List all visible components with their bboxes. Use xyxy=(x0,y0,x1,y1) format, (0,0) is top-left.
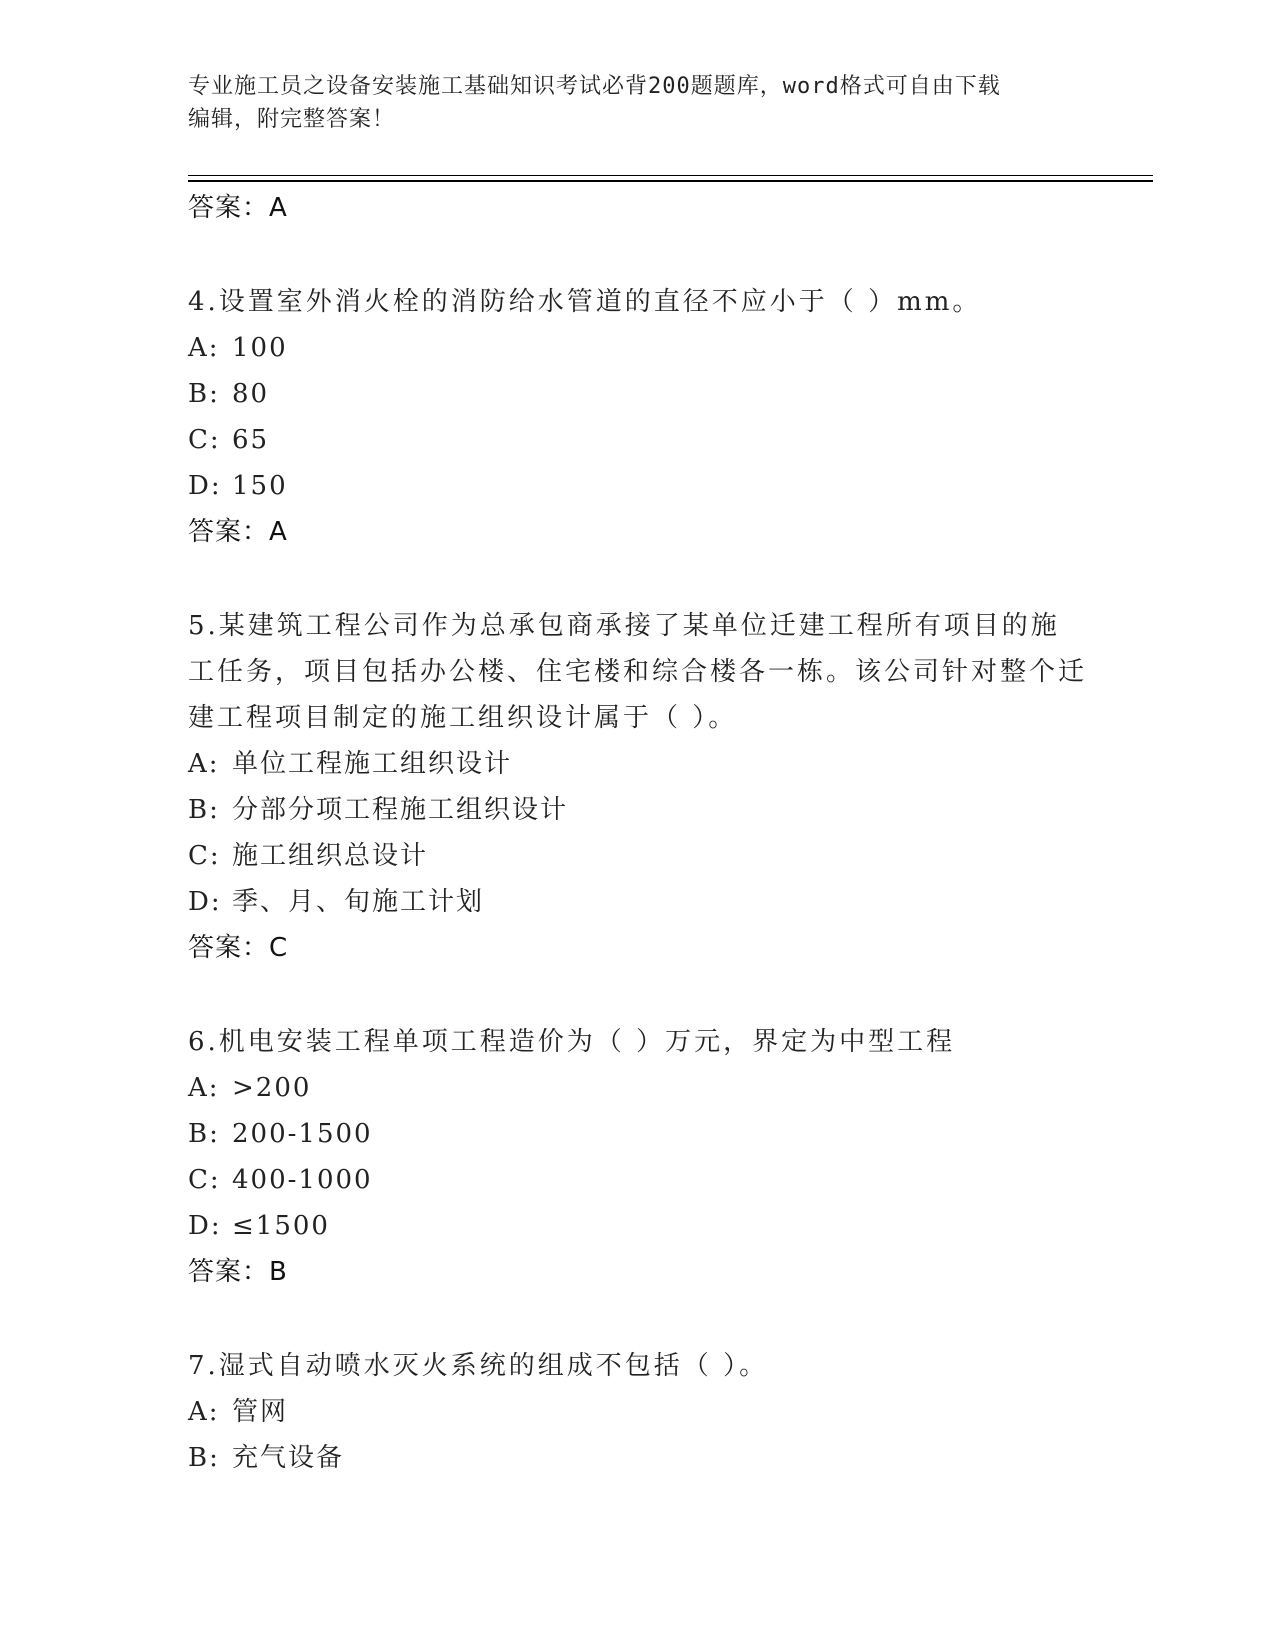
option-letter: B: xyxy=(188,1119,220,1149)
header-title-line-2: 编辑，附完整答案！ xyxy=(188,107,396,132)
option-b xyxy=(188,1111,1088,1157)
option-text: 管网 xyxy=(232,1397,289,1427)
option-c xyxy=(188,833,1088,879)
answer: 答案：B xyxy=(188,1257,288,1287)
option-d xyxy=(188,463,1088,509)
question-stem: 7.湿式自动喷水灭火系统的组成不包括（ ）。 xyxy=(188,1351,769,1381)
option-b xyxy=(188,1435,1088,1481)
option-letter: A: xyxy=(188,333,220,363)
option-c xyxy=(188,417,1088,463)
option-text: 100 xyxy=(232,333,288,363)
option-letter: A: xyxy=(188,1073,220,1103)
option-letter: D: xyxy=(188,1211,222,1241)
option-text: 季、月、旬施工计划 xyxy=(232,887,485,917)
option-letter: A: xyxy=(188,749,220,779)
option-text: 80 xyxy=(232,379,270,409)
option-letter: C: xyxy=(188,425,221,455)
option-a xyxy=(188,741,1088,787)
option-b xyxy=(188,787,1088,833)
option-b xyxy=(188,371,1088,417)
option-text: 分部分项工程施工组织设计 xyxy=(232,795,569,825)
option-letter: B: xyxy=(188,379,220,409)
header-divider-thin xyxy=(188,175,1153,176)
option-a xyxy=(188,1389,1088,1435)
option-text: 65 xyxy=(232,425,270,455)
option-letter: A: xyxy=(188,1397,220,1427)
option-a xyxy=(188,1065,1088,1111)
option-text: 400-1000 xyxy=(232,1165,373,1195)
document-header xyxy=(188,70,1088,136)
option-c xyxy=(188,1157,1088,1203)
option-letter: B: xyxy=(188,795,220,825)
question-7 xyxy=(188,1343,1088,1481)
option-text: 充气设备 xyxy=(232,1443,345,1473)
option-text: 单位工程施工组织设计 xyxy=(232,749,513,779)
option-text: 施工组织总设计 xyxy=(232,841,429,871)
option-text: ≤1500 xyxy=(232,1211,330,1241)
question-stem: 4.设置室外消火栓的消防给水管道的直径不应小于（ ）mm。 xyxy=(188,287,982,317)
option-d xyxy=(188,1203,1088,1249)
header-divider-thick xyxy=(188,180,1153,182)
question-stem: 6.机电安装工程单项工程造价为（ ）万元，界定为中型工程 xyxy=(188,1027,956,1057)
option-letter: C: xyxy=(188,1165,221,1195)
option-text: 200-1500 xyxy=(232,1119,373,1149)
header-title-line-1: 专业施工员之设备安装施工基础知识考试必背200题题库，word格式可自由下载 xyxy=(188,74,1001,99)
question-stem: 5.某建筑工程公司作为总承包商承接了某单位迁建工程所有项目的施工任务，项目包括办公楼、住宅楼和综合楼各一栋。该公司针对整个迁建工程项目制定的施工组织设计属于（ ）。 xyxy=(188,611,1088,733)
answer: 答案：A xyxy=(188,517,288,547)
option-letter: B: xyxy=(188,1443,220,1473)
option-a xyxy=(188,325,1088,371)
option-text: >200 xyxy=(232,1073,312,1103)
question-list xyxy=(188,185,1088,1481)
question-5 xyxy=(188,603,1088,971)
answer: 答案：C xyxy=(188,933,289,963)
option-letter: D: xyxy=(188,887,222,917)
previous-answer: 答案：A xyxy=(188,193,288,223)
option-letter: C: xyxy=(188,841,221,871)
option-text: 150 xyxy=(232,471,288,501)
option-letter: D: xyxy=(188,471,222,501)
option-d xyxy=(188,879,1088,925)
question-4 xyxy=(188,279,1088,555)
question-6 xyxy=(188,1019,1088,1295)
